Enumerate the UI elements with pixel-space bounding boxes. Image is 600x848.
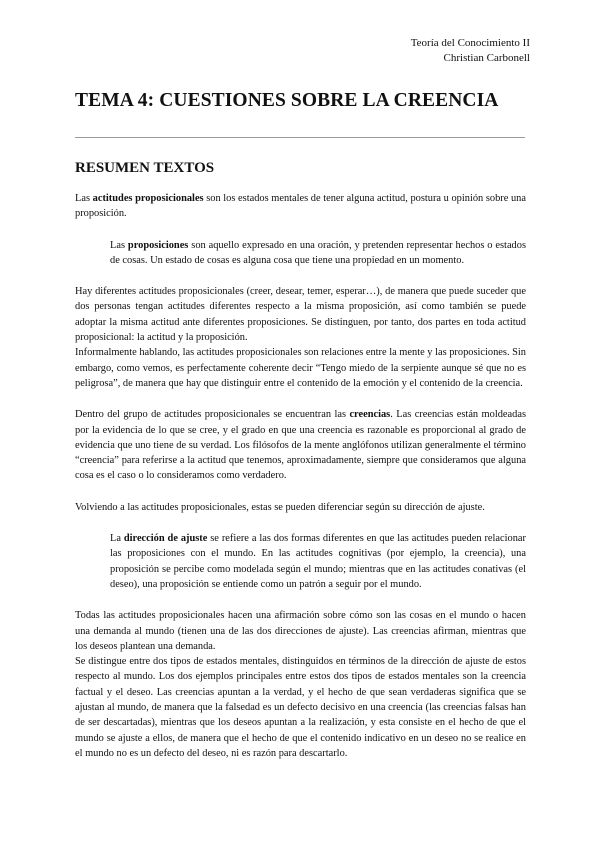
author-name: Christian Carbonell [443,52,530,64]
paragraph-tipos-actitudes: Hay diferentes actitudes proposicionales (creer, desear, temer, esperar…), de manera que puede suceder que dos personas tengan actitudes diferentes respecto a la misma proposición, así como también se puede adoptar la misma actitud ante diferentes proposiciones. Se distinguen, por tanto, dos partes en toda actitud proposicional: la actitud y la proposición. [75,286,526,344]
running-header [411,36,530,66]
paragraph-proposiciones: Las proposiciones son aquello expresado en una oración, y pretenden representar hechos o estados de cosas. Un estado de cosas es alguna cosa que tiene una propiedad en un momento. [110,239,526,266]
paragraph-actitudes: Las actitudes proposicionales son los estados mentales de tener alguna actitud, postura u opinión sobre una proposición. [75,193,526,220]
paragraph-creencias: Dentro del grupo de actitudes proposicionales se encuentran las creencias. Las creencias están moldeadas por la evidencia de lo que se cree, y el grado en que una creencia es razonable es proporcional al grado de evidencia que uno tiene de su verdad. Los filósofos de la mente anglófonos utilizan generalmente el término “creencia” para referirse a la actitud que tenemos, aproximadamente, siempre que consideramos que alguna cosa es el caso o lo consideramos como verdadero. [75,409,526,482]
document-body [75,191,526,761]
paragraph-informalmente: Informalmente hablando, las actitudes proposicionales son relaciones entre la mente y las proposiciones. Sin embargo, como vemos, es perfectamente coherente decir “Tengo miedo de la serpiente aunque sé que no es peligrosa”, de manera que hay que distinguir entre el contenido de la emoción y el contenido de la creencia. [75,347,526,389]
paragraph-estados-mentales: Se distingue entre dos tipos de estados mentales, distinguidos en términos de la dirección de ajuste de estos respecto al mundo. Los dos ejemplos principales entre estos dos tipos de estados mentales son la creencia factual y el deseo. Las creencias apuntan a la verdad, y el hecho de que sean verdaderas significa que se ajustan al mundo, de manera que la falsedad es un defecto decisivo en una creencia (las creencias falsas han de ser descartadas), mientras que los deseos apuntan a la realización, y esta consiste en el hecho de que el mundo se ajuste a ellos, de manera que el hecho de que el contenido indicativo en un deseo no se realice en el mundo no es un defecto del deseo, ni es razón para descartarlo. [75,656,526,759]
section-heading: RESUMEN TEXTOS [75,160,215,176]
document-title: TEMA 4: CUESTIONES SOBRE LA CREENCIA [75,90,499,111]
paragraph-direccion-ajuste: La dirección de ajuste se refiere a las dos formas diferentes en que las actitudes pueden relacionar las proposiciones con el mundo. En las actitudes cognitivas (por ejemplo, la creencia), una proposición se percibe como modelada según el mundo; mientras que en las actitudes conativas (el deseo), una proposición se entiende como un patrón a seguir por el mundo. [110,533,526,590]
title-divider [75,137,525,138]
paragraph-volviendo: Volviendo a las actitudes proposicionales, estas se pueden diferenciar según su dirección de ajuste. [75,501,485,513]
paragraph-todas-actitudes: Todas las actitudes proposicionales hacen una afirmación sobre cómo son las cosas en el mundo o hacen una demanda al mundo (tienen una de las dos direcciones de ajuste). Las creencias afirman, mientras que los deseos plantean una demanda. [75,610,526,652]
course-name: Teoría del Conocimiento II [410,37,530,49]
